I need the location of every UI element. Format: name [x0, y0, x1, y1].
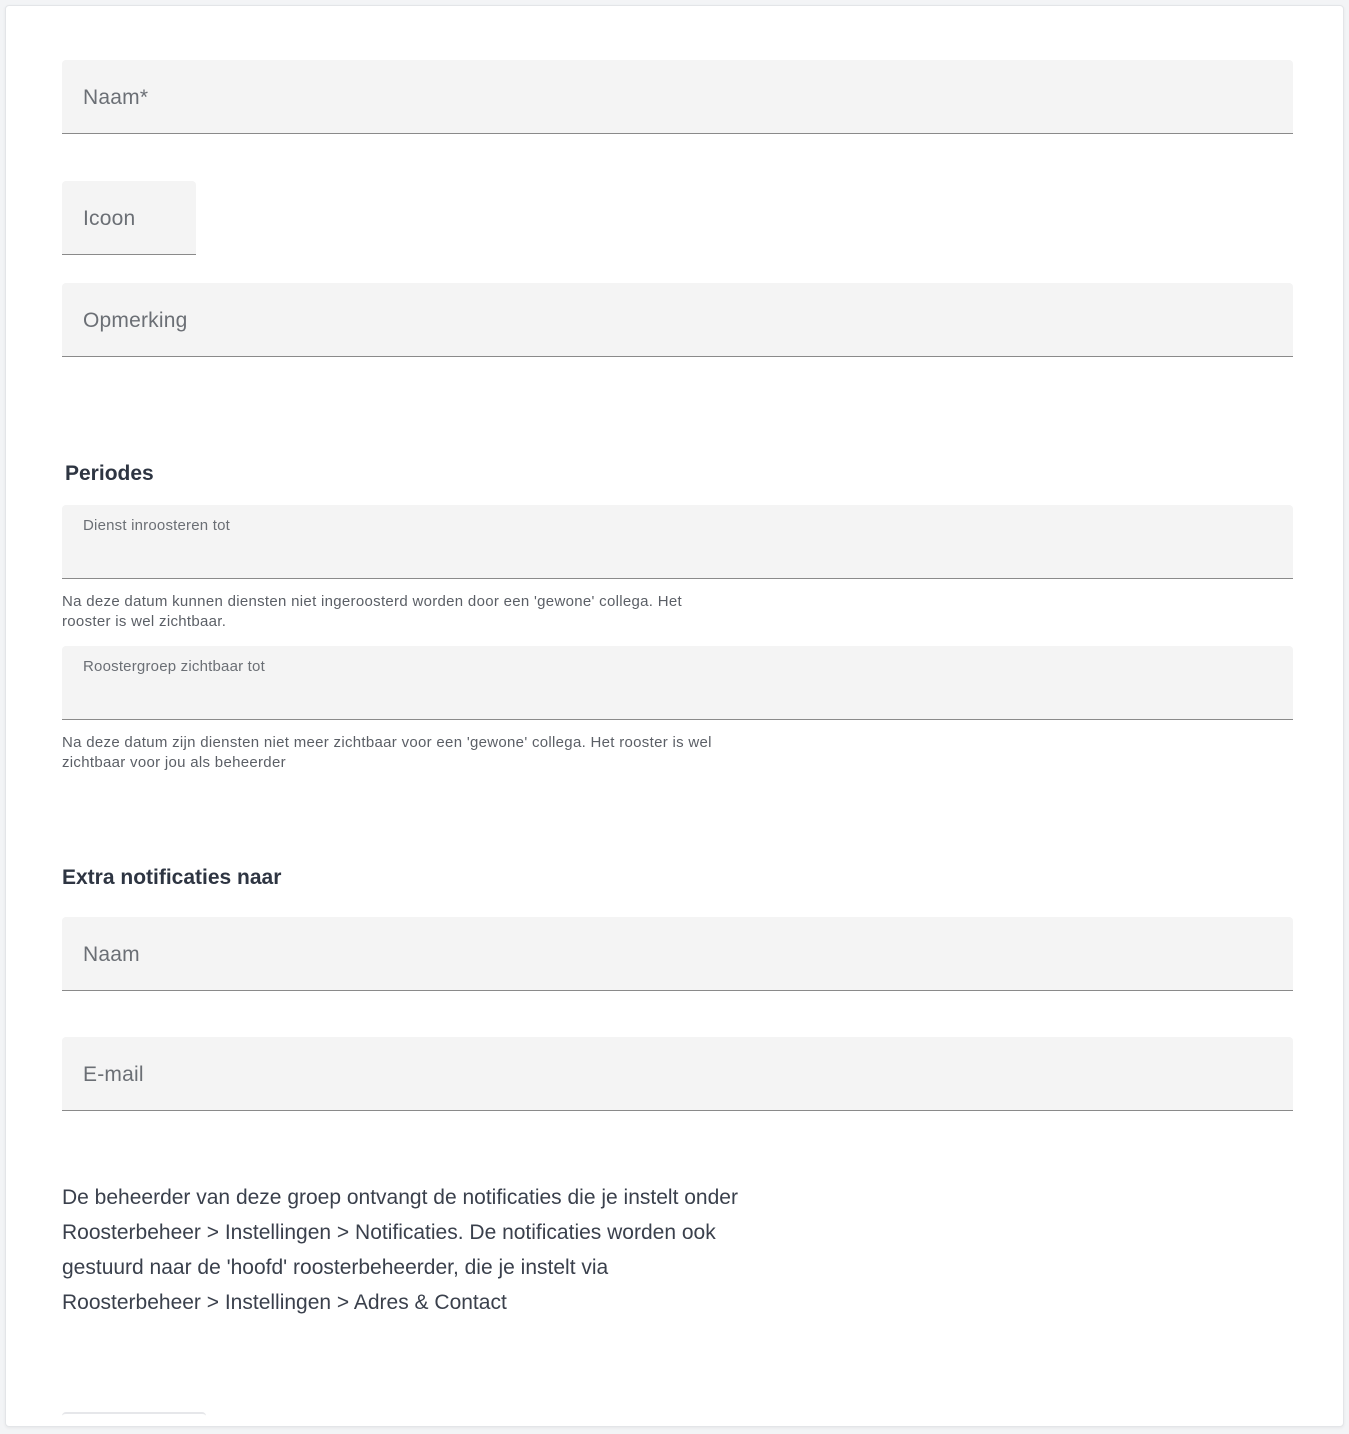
- form-card: [5, 5, 1344, 1427]
- visible-until-label: Roostergroep zichtbaar tot: [83, 658, 265, 675]
- schedule-until-hint: Na deze datum kunnen diensten niet ingeroosterd worden door een 'gewone' collega. Het rooster is wel zichtbaar.: [62, 593, 682, 630]
- name-input[interactable]: [62, 60, 1293, 134]
- remark-input[interactable]: [62, 283, 1293, 357]
- notification-email-input[interactable]: [62, 1037, 1293, 1111]
- notifications-title: Extra notificaties naar: [62, 866, 282, 889]
- remark-input-placeholder: Opmerking: [83, 309, 188, 332]
- icon-input-placeholder: Icoon: [83, 207, 136, 230]
- icon-input[interactable]: [62, 181, 196, 255]
- save-button[interactable]: [62, 1412, 206, 1434]
- name-input-placeholder: Naam*: [83, 86, 149, 109]
- notification-email-placeholder: E-mail: [83, 1063, 144, 1086]
- visible-until-hint: Na deze datum zijn diensten niet meer zichtbaar voor een 'gewone' collega. Het rooster is wel zichtbaar voor jou als beheerder: [62, 734, 712, 771]
- schedule-until-label: Dienst inroosteren tot: [83, 517, 230, 534]
- periods-title: Periodes: [65, 462, 154, 485]
- notifications-info-text: De beheerder van deze groep ontvangt de notificaties die je instelt onder Roosterbeheer > Instellingen > Notificaties. De notificaties worden ook gestuurd naar de 'hoofd' roosterbeheerder, die je instelt via Roosterbeheer > Instellingen > Adres & Contact: [62, 1186, 738, 1314]
- notification-name-placeholder: Naam: [83, 943, 140, 966]
- notification-name-input[interactable]: [62, 917, 1293, 991]
- visible-until-date-input[interactable]: [62, 646, 1293, 720]
- schedule-until-date-input[interactable]: [62, 505, 1293, 579]
